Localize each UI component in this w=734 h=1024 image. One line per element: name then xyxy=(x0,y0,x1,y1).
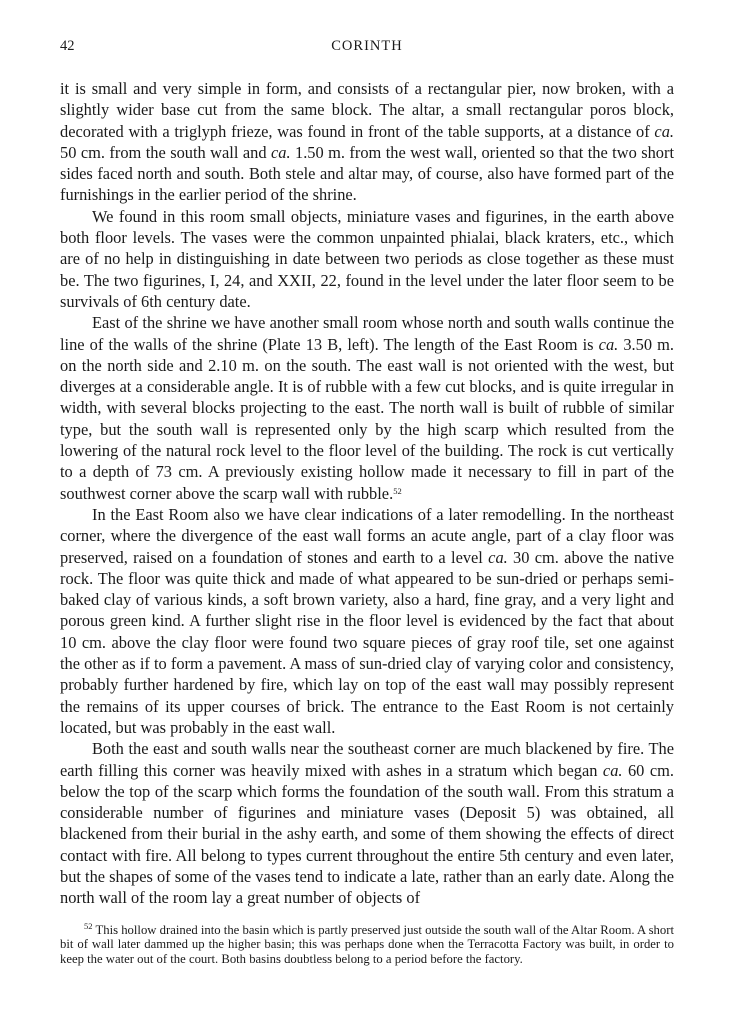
paragraph-text: it is small and very simple in form, and consists of a rectangular pier, now broken, with a slightly wider base cut from the same block. The altar, a small rectangular poros block, decorated with a triglyph frieze, was found in front of the table supports, at a distance of xyxy=(60,79,674,141)
paragraph-text: Both the east and south walls near the southeast corner are much blackened by fire. The earth filling this corner was heavily mixed with ashes in a stratum which began xyxy=(60,739,674,780)
paragraph-5 xyxy=(60,738,674,908)
footnote-text: This hollow drained into the basin which is partly preserved just outside the south wall of the Altar Room. A short bit of wall later dammed up the higher basin; this was perhaps done when the Terracotta Factory was built, in order to keep the water out of the court. Both basins doubtless belong to a period before the factory. xyxy=(60,922,674,966)
footnote-number: 52 xyxy=(84,920,93,931)
abbrev-circa: ca. xyxy=(488,547,508,567)
paragraph-text: 3.50 m. on the north side and 2.10 m. on the south. The east wall is not oriented with the west, but diverges at a considerable angle. It is of rubble with a few cut blocks, and is quite irregular in width, with several blocks projecting to the east. The north wall is built of rubble of similar type, but the south wall is represented only by the high scarp which resulted from the lowering of the natural rock level to the floor level of the building. The rock is cut vertically to a depth of 73 cm. A previously existing hollow made it necessary to fill in part of the southwest corner above the scarp wall with rubble. xyxy=(60,334,674,503)
paragraph-text: We found in this room small objects, miniature vases and figurines, in the earth above both floor levels. The vases were the common unpainted phialai, black kraters, etc., which are of no help in distinguishing in date between two periods as close together as these must be. The two figurines, I, 24, and XXII, 22, found in the level under the later floor seem to be survivals of 6th century date. xyxy=(60,206,674,311)
paragraph-text: 60 cm. below the top of the scarp which forms the foundation of the south wall. From this stratum a considerable number of figurines and miniature vases (Deposit 5) was obtained, all blackened from their burial in the ashy earth, and some of them showing the effects of direct contact with fire. All belong to types current throughout the entire 5th century and even later, but the shapes of some of the vases tend to indicate a late, rather than an early date. Along the north wall of the room lay a great number of objects of xyxy=(60,760,674,908)
footnote-52 xyxy=(60,920,674,967)
paragraph-text: East of the shrine we have another small room whose north and south walls continue the line of the walls of the shrine (Plate 13 B, left). The length of the East Room is xyxy=(60,313,674,354)
footnote-ref-52[interactable]: 52 xyxy=(393,485,402,496)
paragraph-3 xyxy=(60,312,674,504)
running-head xyxy=(60,38,674,62)
paragraph-text: In the East Room also we have clear indications of a later remodelling. In the northeast corner, where the divergence of the east wall forms an acute angle, part of a clay floor was preserved, raised on a foundation of stones and earth to a level xyxy=(60,504,674,567)
paragraph-text: 1.50 m. from the west wall, oriented so that the two short sides faced north and south. Both stele and altar may, of course, also have formed part of the furnishings in the earlier period of the shrine. xyxy=(60,142,674,205)
paragraph-4 xyxy=(60,504,674,738)
abbrev-circa: ca. xyxy=(270,142,291,162)
abbrev-circa: ca. xyxy=(598,334,619,354)
paragraph-text: 50 cm. from the south wall and xyxy=(60,142,271,162)
paragraph-text: 30 cm. above the native rock. The floor was quite thick and made of what appeared to be sun-dried or perhaps semi-baked clay of various kinds, a soft brown variety, also a hard, fine gray, and a very light and porous green kind. A further slight rise in the floor level is evidenced by the fact that about 10 cm. above the clay floor were found two square pieces of gray roof tile, set one against the other as if to form a pavement. A mass of sun-dried clay of varying color and consistency, probably further hardened by fire, which lay on top of the east wall may possibly represent the remains of its upper courses of brick. The entrance to the East Room is not certainly located, but was probably in the east wall. xyxy=(60,547,674,737)
page xyxy=(60,38,674,966)
running-title: CORINTH xyxy=(331,38,403,54)
body-text xyxy=(60,78,674,909)
page-number: 42 xyxy=(60,38,75,54)
paragraph-1 xyxy=(60,78,674,206)
footnotes xyxy=(60,920,674,967)
paragraph-2 xyxy=(60,206,674,312)
abbrev-circa: ca. xyxy=(602,760,623,780)
abbrev-circa: ca. xyxy=(654,121,674,141)
